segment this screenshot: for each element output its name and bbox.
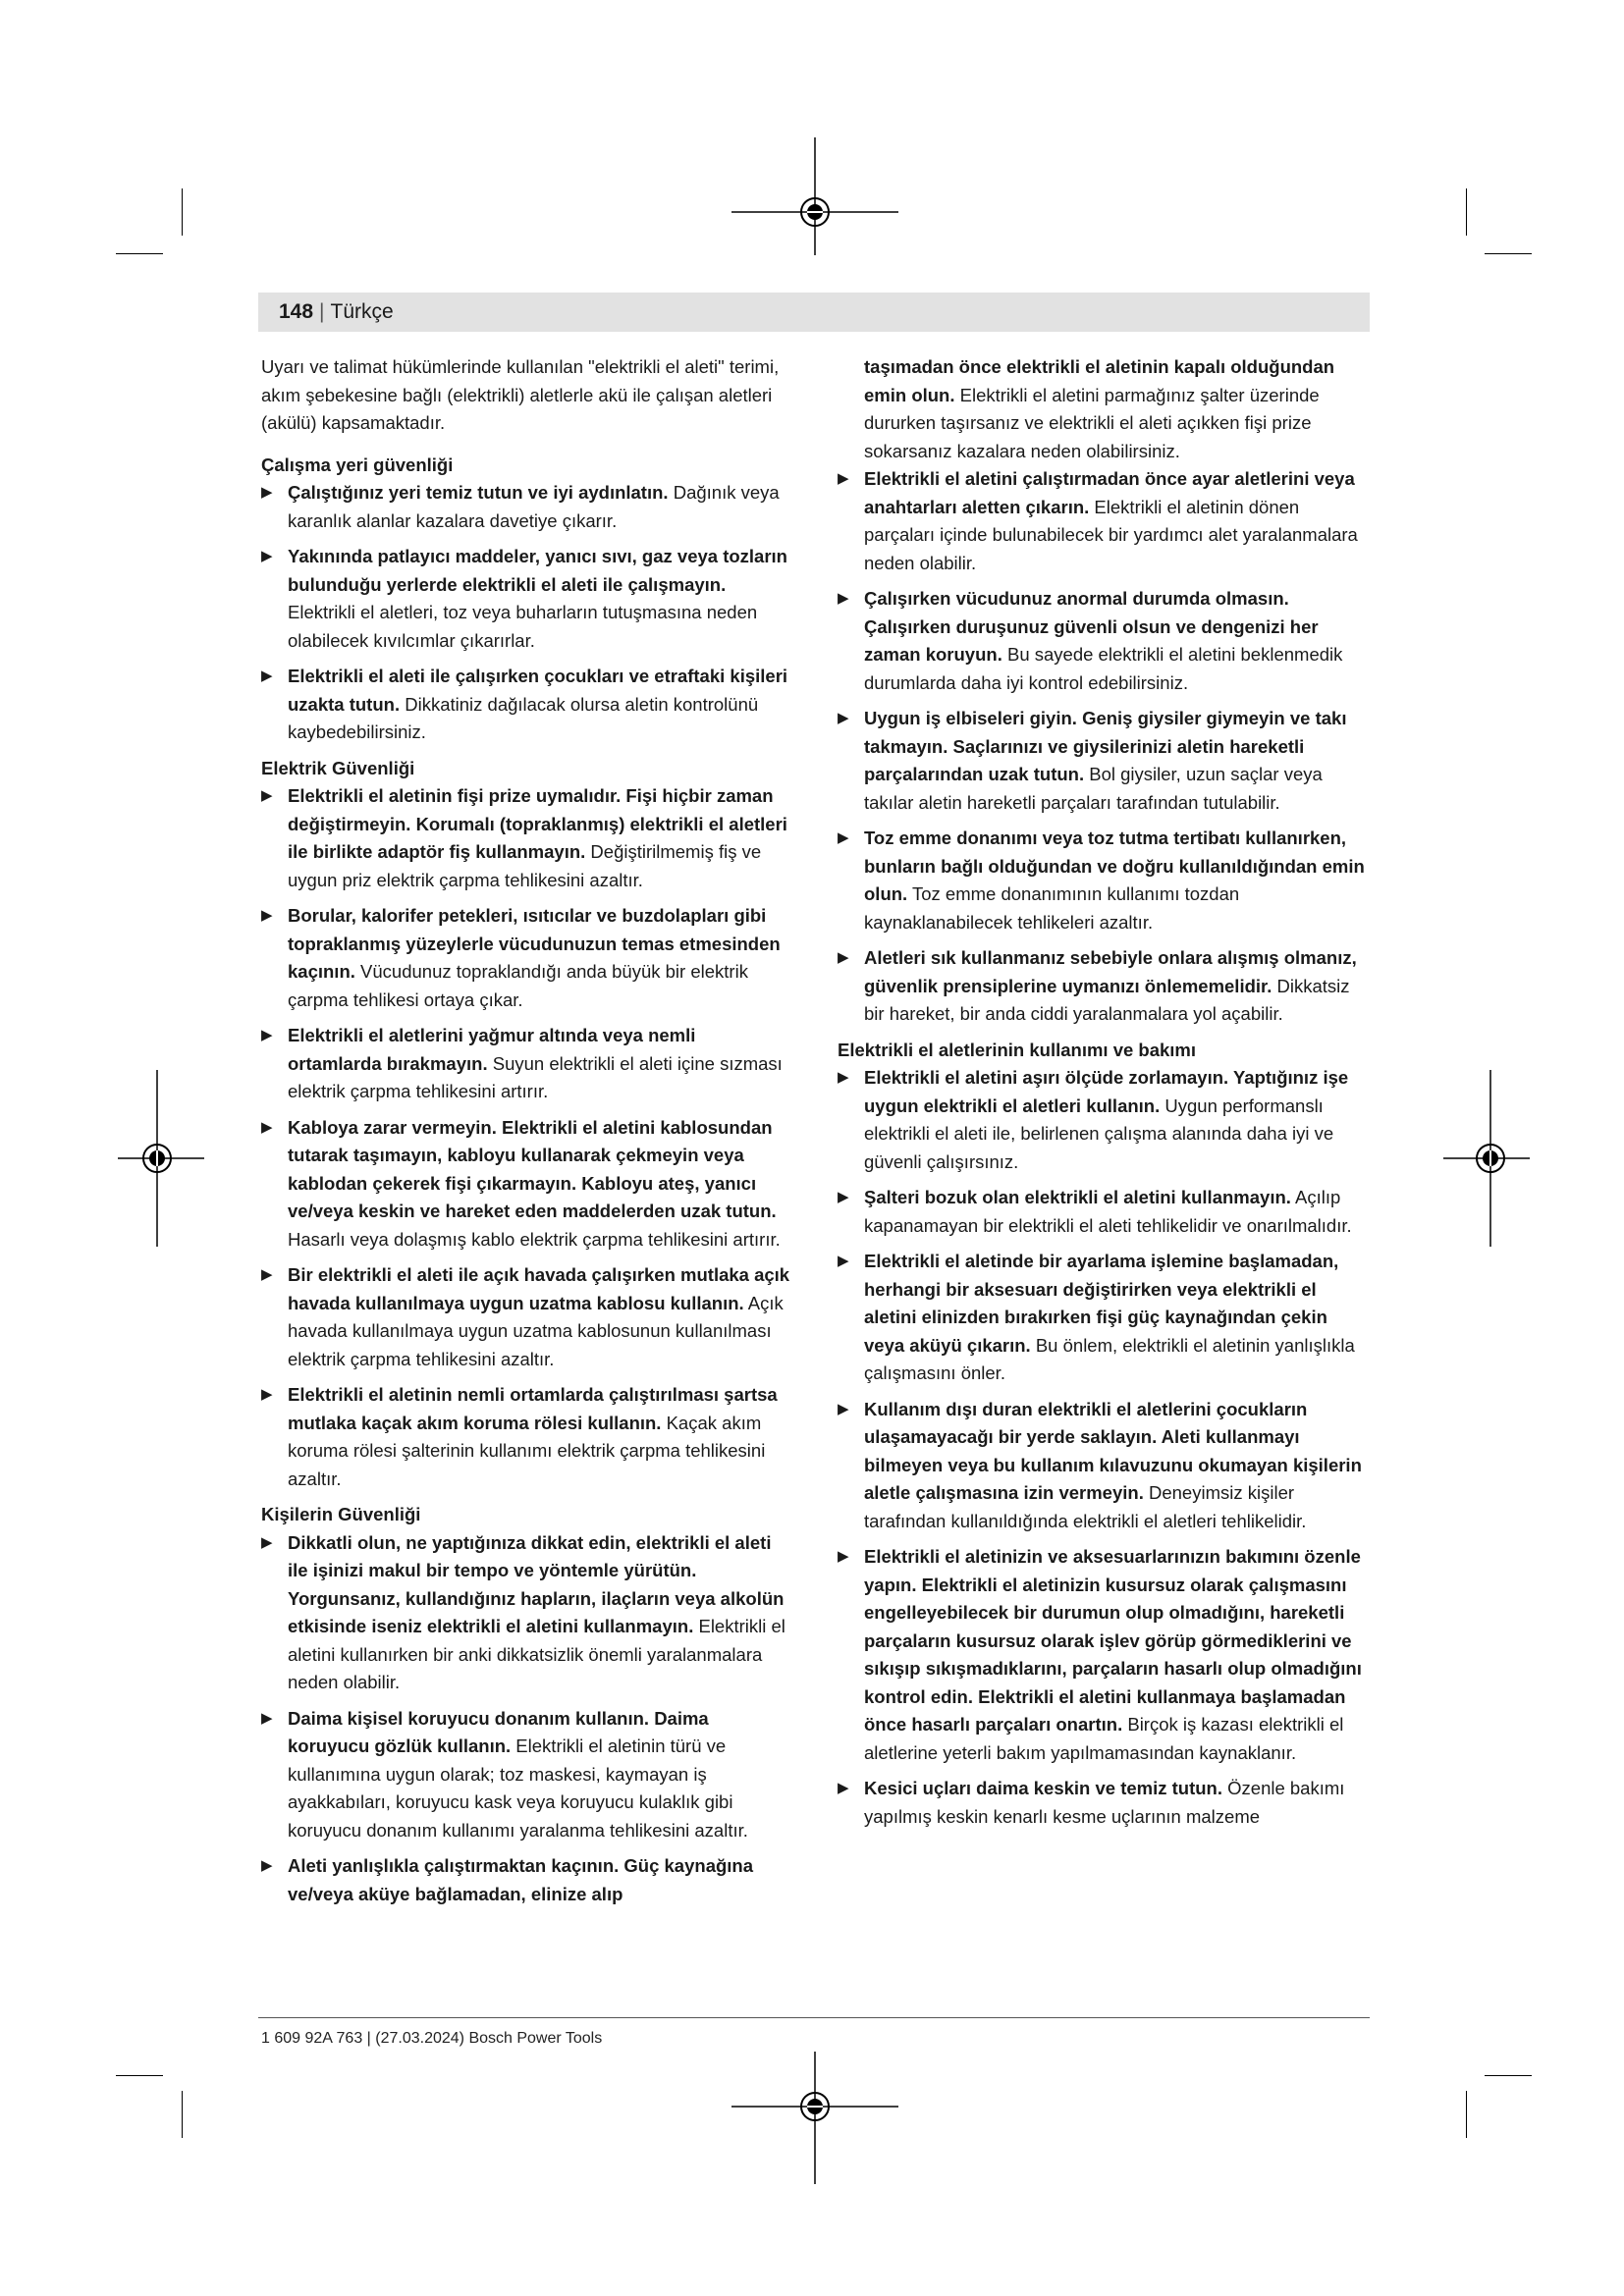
registration-mark-right [1441, 1070, 1530, 1247]
list-item: ▶ Kabloya zarar vermeyin. Elektrikli el aletini kablosundan tutarak taşımayın, kabloyu kullanarak çekmeyin veya kablodan çekerek fişi çıkarmayın. Kabloyu ateş, yanıcı ve/veya keskin ve hareket eden maddelerden uzak tutun. Hasarlı veya dolaşmış kablo elektrik çarpma tehlikesini artırır. [261, 1114, 791, 1255]
section-heading: Çalışma yeri güvenliği [261, 454, 454, 475]
list-item: ▶ Aleti yanlışlıkla çalıştırmaktan kaçının. Güç kaynağına ve/veya aküye bağlamadan, elinize alıp [261, 1852, 791, 1908]
list-item: ▶ Toz emme donanımı veya toz tutma tertibatı kullanırken, bunların bağlı olduğundan ve doğru kullanıldığından emin olun. Toz emme donanımının kullanımı tozdan kaynaklanabilecek tehlikeleri azaltır. [838, 825, 1368, 936]
footer-divider [258, 2017, 1370, 2018]
bullet-arrow-icon: ▶ [838, 470, 849, 487]
section-heading: Elektrik Güvenliği [261, 757, 415, 778]
bullet-arrow-icon: ▶ [838, 1253, 849, 1269]
crop-mark [1485, 2075, 1532, 2076]
crop-mark [1485, 253, 1532, 254]
crop-mark [182, 2091, 183, 2138]
registration-mark-left [118, 1070, 206, 1247]
list-item: ▶ Borular, kalorifer petekleri, ısıtıcılar ve buzdolapları gibi topraklanmış yüzeylerle vücudunuzun temas etmesinden kaçının. Vücudunuz topraklandığı anda büyük bir elektrik çarpma tehlikesi ortaya çıkar. [261, 902, 791, 1014]
bullet-arrow-icon: ▶ [261, 1386, 273, 1403]
registration-mark-bottom [727, 2032, 903, 2189]
list-item: ▶ Elektrikli el aletinin fişi prize uymalıdır. Fişi hiçbir zaman değiştirmeyin. Korumalı (topraklanmış) elektrikli el aletleri ile birlikte adaptör fiş kullanmayın. Değiştirilmemiş fiş ve uygun priz elektrik çarpma tehlikesini azaltır. [261, 782, 791, 894]
bullet-arrow-icon: ▶ [261, 907, 273, 924]
crop-mark [116, 253, 163, 254]
page-number: 148 [279, 300, 314, 323]
list-item: ▶ Daima kişisel koruyucu donanım kullanın. Daima koruyucu gözlük kullanın. Elektrikli el aletinin türü ve kullanımına uygun olarak; toz maskesi, kaymayan iş ayakkabıları, koruyucu kask veya koruyucu kulaklık gibi koruyucu donanım kullanımı yaralanma tehlikesini azaltır. [261, 1705, 791, 1845]
left-column [261, 353, 791, 1916]
list-item: ▶ Yakınında patlayıcı maddeler, yanıcı sıvı, gaz veya tozların bulunduğu yerlerde elektrikli el aleti ile çalışmayın. Elektrikli el aletleri, toz veya buharların tutuşmasına neden olabilecek kıvılcımlar çıkarırlar. [261, 543, 791, 655]
section-heading: Kişilerin Güvenliği [261, 1504, 421, 1524]
bullet-arrow-icon: ▶ [838, 1189, 849, 1205]
list-item: ▶ Elektrikli el aletinin nemli ortamlarda çalıştırılması şartsa mutlaka kaçak akım koruma rölesi kullanın. Kaçak akım koruma rölesi şalterinin kullanımı elektrik çarpma tehlikesini azaltır. [261, 1381, 791, 1493]
list-item: ▶ Çalıştığınız yeri temiz tutun ve iyi aydınlatın. Dağınık veya karanlık alanlar kazalara davetiye çıkarır. [261, 479, 791, 535]
list-item: ▶ Elektrikli el aletlerini yağmur altında veya nemli ortamlarda bırakmayın. Suyun elektrikli el aleti içine sızması elektrik çarpma tehlikesini artırır. [261, 1022, 791, 1106]
list-item: ▶ Uygun iş elbiseleri giyin. Geniş giysiler giymeyin ve takı takmayın. Saçlarınızı ve giysilerinizi aletin hareketli parçalarından uzak tutun. Bol giysiler, uzun saçlar veya takılar aletin hareketli parçaları tarafından tutulabilir. [838, 705, 1368, 817]
bullet-arrow-icon: ▶ [261, 1027, 273, 1043]
header-band [258, 293, 1370, 332]
bullet-arrow-icon: ▶ [261, 1709, 273, 1727]
bullet-arrow-icon: ▶ [838, 710, 849, 726]
bullet-arrow-icon: ▶ [261, 1266, 273, 1283]
section-heading: Elektrikli el aletlerinin kullanımı ve bakımı [838, 1039, 1197, 1060]
list-item: ▶ Elektrikli el aletini çalıştırmadan önce ayar aletlerini veya anahtarları aletten çıkarın. Elektrikli el aletinin dönen parçaları içinde bulunabilecek bir yardımcı alet yaralanmalara neden olabilir. [838, 465, 1368, 577]
language-label: Türkçe [330, 300, 394, 323]
list-item: ▶ Şalteri bozuk olan elektrikli el aletini kullanmayın. Açılıp kapanamayan bir elektrikli el aleti tehlikelidir ve onarılmalıdır. [838, 1184, 1368, 1240]
list-item: ▶ Dikkatli olun, ne yaptığınıza dikkat edin, elektrikli el aleti ile işinizi makul bir tempo ve yöntemle yürütün. Yorgunsanız, kullandığınız hapların, ilaçların veya alkolün etkisinde iseniz elektrikli el aletini kullanmayın. Elektrikli el aletini kullanırken bir anki dikkatsizlik önemli yaralanmalara neden olabilir. [261, 1529, 791, 1697]
list-item: ▶ Bir elektrikli el aleti ile açık havada çalışırken mutlaka açık havada kullanılmaya uygun uzatma kablosu kullanın. Açık havada kullanılmaya uygun uzatma kablosunun kullanılması elektrik çarpma tehlikesini azaltır. [261, 1261, 791, 1373]
header-separator: | [319, 300, 325, 323]
bullet-arrow-icon: ▶ [261, 667, 273, 684]
list-item: ▶ Kesici uçları daima keskin ve temiz tutun. Özenle bakımı yapılmış keskin kenarlı kesme uçlarının malzeme [838, 1775, 1368, 1831]
list-item-continuation: taşımadan önce elektrikli el aletinin kapalı olduğundan emin olun. Elektrikli el aletini parmağınız şalter üzerinde dururken taşırsanız ve elektrikli el aleti açıkken fişi prize sokarsanız kazalara neden olabilirsiniz. [864, 356, 1335, 461]
registration-mark-top [727, 137, 903, 285]
bullet-arrow-icon: ▶ [838, 590, 849, 607]
bullet-arrow-icon: ▶ [838, 1780, 849, 1796]
list-item: ▶ Elektrikli el aletinizin ve aksesuarlarınızın bakımını özenle yapın. Elektrikli el aletinizin kusursuz olarak çalışmasını engelleyebilecek bir durumun olup olmadığını, hareketli parçaların kusursuz olarak işlev görüp görmediklerini ve sıkışıp sıkışmadıklarını, parçaların hasarlı olup olmadığını kontrol edin. Elektrikli el aletini kullanmaya başlamadan önce hasarlı parçaları onartın. Birçok iş kazası elektrikli el aletlerine yeterli bakım yapılmamasından kaynaklanır. [838, 1543, 1368, 1767]
bullet-arrow-icon: ▶ [838, 1548, 849, 1565]
list-item: ▶ Elektrikli el aletinde bir ayarlama işlemine başlamadan, herhangi bir aksesuarı değiştirirken veya elektrikli el aletini elinizden bırakırken fişi güç kaynağından çekin veya aküyü çıkarın. Bu önlem, elektrikli el aletinin yanlışlıkla çalışmasını önler. [838, 1248, 1368, 1388]
list-item: ▶ Elektrikli el aletini aşırı ölçüde zorlamayın. Yaptığınız işe uygun elektrikli el aletleri kullanın. Uygun performanslı elektrikli el aleti ile, belirlenen çalışma alanında daha iyi ve güvenli çalışırsınız. [838, 1064, 1368, 1176]
bullet-arrow-icon: ▶ [261, 1533, 273, 1551]
intro-paragraph: Uyarı ve talimat hükümlerinde kullanılan "elektrikli el aleti" terimi, akım şebekesine bağlı (elektrikli) aletlerle akü ile çalışan aletleri (akülü) kapsamaktadır. [261, 356, 780, 433]
page-header [279, 299, 394, 325]
right-column [838, 353, 1368, 1839]
bullet-arrow-icon: ▶ [838, 1400, 849, 1417]
bullet-arrow-icon: ▶ [261, 548, 273, 564]
list-item: ▶ Çalışırken vücudunuz anormal durumda olmasın. Çalışırken duruşunuz güvenli olsun ve dengenizi her zaman koruyun. Bu sayede elektrikli el aletini beklenmedik durumlarda daha iyi kontrol edebilirsiniz. [838, 585, 1368, 697]
crop-mark [1466, 188, 1467, 236]
bullet-arrow-icon: ▶ [838, 949, 849, 966]
crop-mark [116, 2075, 163, 2076]
crop-mark [182, 188, 183, 236]
bullet-arrow-icon: ▶ [261, 484, 273, 501]
bullet-arrow-icon: ▶ [261, 1118, 273, 1136]
list-item: ▶ Elektrikli el aleti ile çalışırken çocukları ve etraftaki kişileri uzakta tutun. Dikkatiniz dağılacak olursa aletin kontrolünü kaybedebilirsiniz. [261, 663, 791, 747]
bullet-arrow-icon: ▶ [838, 829, 849, 846]
crop-mark [1466, 2091, 1467, 2138]
bullet-arrow-icon: ▶ [261, 787, 273, 804]
bullet-arrow-icon: ▶ [838, 1069, 849, 1086]
list-item: ▶ Aletleri sık kullanmanız sebebiyle onlara alışmış olmanız, güvenlik prensiplerine uymanızı önlememelidir. Dikkatsiz bir hareket, bir anda ciddi yaralanmalara yol açabilir. [838, 944, 1368, 1029]
list-item: ▶ Kullanım dışı duran elektrikli el aletlerini çocukların ulaşamayacağı bir yerde saklayın. Aleti kullanmayı bilmeyen veya bu kullanım kılavuzunu okumayan kişilerin aletle çalışmasına izin vermeyin. Deneyimsiz kişiler tarafından kullanıldığında elektrikli el aletleri tehlikelidir. [838, 1396, 1368, 1536]
page-footer: 1 609 92A 763 | (27.03.2024) Bosch Power Tools [261, 2030, 603, 2047]
bullet-arrow-icon: ▶ [261, 1857, 273, 1874]
